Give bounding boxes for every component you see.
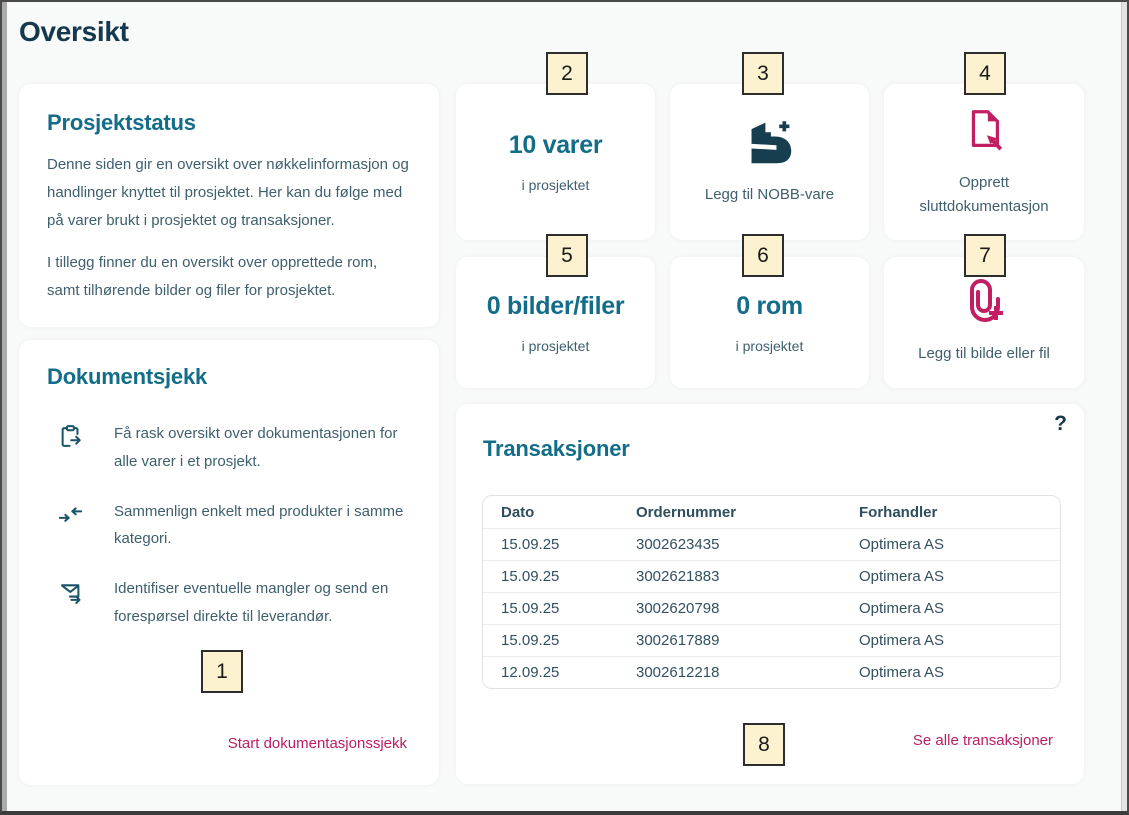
table-row (483, 625, 1060, 657)
cell-forhandler: Optimera AS (859, 632, 945, 649)
list-item (57, 498, 411, 554)
create-final-documentation-label: Opprett sluttdokumentasjon (919, 173, 1049, 215)
transactions-title: Transaksjoner (483, 436, 630, 461)
nobb-logo-plus-icon (742, 118, 798, 171)
document-check-list (47, 420, 411, 631)
cell-ordernummer: 3002612218 (636, 664, 720, 681)
cell-dato: 12.09.25 (501, 664, 560, 681)
annotation-badge-3: 3 (742, 52, 784, 95)
cell-dato: 15.09.25 (501, 568, 560, 585)
add-nobb-vare-tile[interactable] (670, 84, 869, 240)
table-row (483, 657, 1060, 689)
project-status-title: Prosjektstatus (47, 110, 196, 135)
table-row (483, 529, 1060, 561)
add-image-file-label: Legg til bilde eller fil (918, 345, 1050, 362)
varer-sub-label: i prosjektet (521, 177, 590, 193)
cell-forhandler: Optimera AS (859, 664, 945, 681)
transactions-table (482, 495, 1061, 689)
document-check-item-text: Identifiser eventuelle mangler og send en forespørsel direkte til leverandør. (114, 580, 389, 625)
cell-dato: 15.09.25 (501, 536, 560, 553)
rom-count: 0 rom (736, 291, 803, 320)
annotation-badge-7: 7 (964, 234, 1006, 277)
see-all-transactions-link[interactable]: Se alle transaksjoner (912, 732, 1053, 749)
scrollbar-track[interactable] (1121, 2, 1127, 811)
column-header-ordernummer: Ordernummer (636, 496, 859, 529)
list-item (57, 420, 411, 476)
list-item (57, 575, 411, 631)
table-row (483, 593, 1060, 625)
annotation-badge-2: 2 (546, 52, 588, 95)
annotation-badge-6: 6 (742, 234, 784, 277)
create-final-documentation-tile[interactable] (884, 84, 1084, 240)
help-icon[interactable]: ? (1054, 412, 1067, 435)
annotation-badge-8: 8 (743, 723, 785, 766)
column-header-dato: Dato (483, 496, 636, 529)
annotation-badge-1: 1 (201, 650, 243, 693)
bilder-filer-count: 0 bilder/filer (486, 291, 625, 320)
annotation-badge-4: 4 (964, 52, 1006, 95)
document-check-item-text: Få rask oversikt over dokumentasjonen for alle varer i et prosjekt. (114, 425, 398, 470)
cell-forhandler: Optimera AS (859, 600, 945, 617)
cell-ordernummer: 3002623435 (636, 536, 720, 553)
cell-dato: 15.09.25 (501, 600, 560, 617)
cell-forhandler: Optimera AS (859, 536, 945, 553)
column-header-forhandler: Forhandler (859, 496, 1060, 529)
compare-arrows-icon (57, 501, 84, 533)
window-left-edge (2, 2, 7, 811)
cell-ordernummer: 3002621883 (636, 568, 720, 585)
start-documentation-check-link[interactable]: Start dokumentasjonssjekk (227, 735, 407, 752)
document-arrow-icon (961, 106, 1007, 159)
bilder-filer-sub-label: i prosjektet (521, 337, 590, 354)
project-status-paragraph-1: Denne siden gir en oversikt over nøkkelinformasjon og handlinger knyttet til prosjektet. Her kan du følge med på varer brukt i prosjektet og transaksjoner. (47, 156, 409, 229)
add-nobb-vare-label: Legg til NOBB-vare (704, 185, 835, 203)
paperclip-plus-icon (963, 279, 1005, 330)
rom-sub-label: i prosjektet (735, 337, 804, 354)
table-row (483, 561, 1060, 593)
table-header-row (483, 496, 1060, 529)
clipboard-arrow-icon (57, 423, 84, 455)
envelope-arrow-icon (57, 578, 84, 610)
document-check-card (19, 340, 439, 785)
document-check-title: Dokumentsjekk (47, 364, 208, 389)
cell-forhandler: Optimera AS (859, 568, 945, 585)
page-title: Oversikt (19, 16, 129, 47)
cell-dato: 15.09.25 (501, 632, 560, 649)
document-check-item-text: Sammenlign enkelt med produkter i samme kategori. (114, 502, 404, 548)
project-status-paragraph-2: I tillegg finner du en oversikt over opprettede rom, samt tilhørende bilder og filer for prosjektet. (47, 254, 378, 299)
project-status-card (19, 84, 439, 327)
cell-ordernummer: 3002620798 (636, 600, 720, 617)
varer-count: 10 varer (508, 131, 603, 159)
varer-stat-tile[interactable] (456, 84, 655, 240)
annotation-badge-5: 5 (546, 234, 588, 277)
cell-ordernummer: 3002617889 (636, 632, 720, 649)
